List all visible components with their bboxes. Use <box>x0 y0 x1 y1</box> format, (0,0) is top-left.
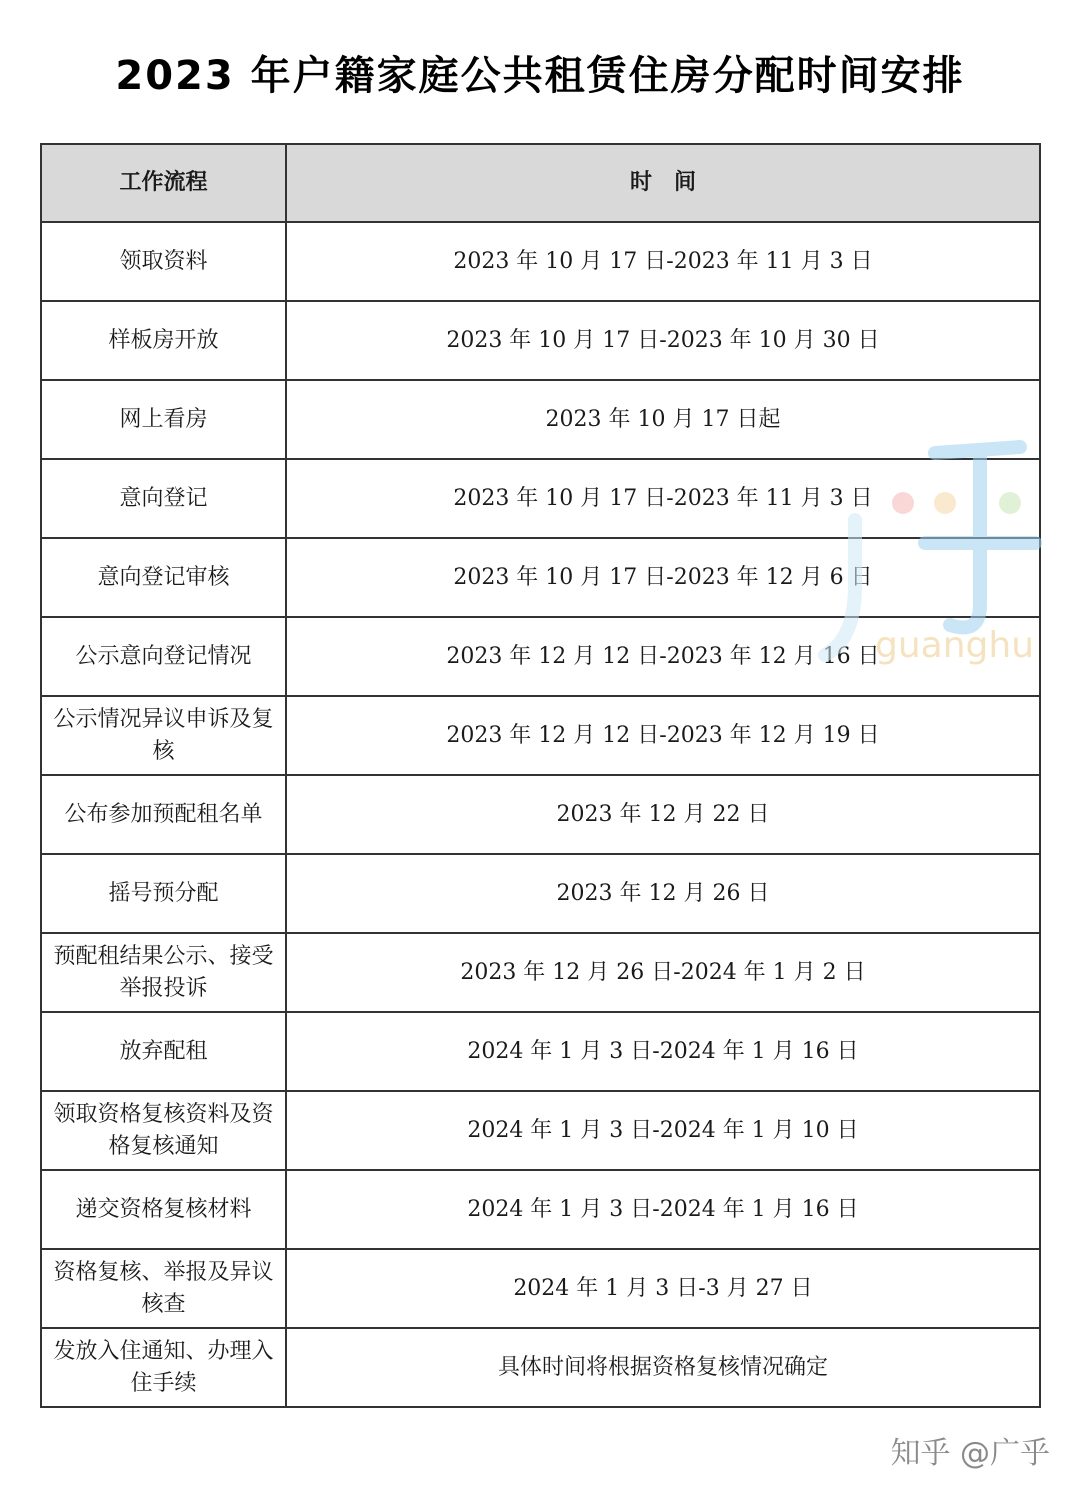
table-row <box>41 1012 1040 1091</box>
time-cell: 具体时间将根据资格复核情况确定 <box>286 1328 1040 1407</box>
step-cell: 公示意向登记情况 <box>41 617 286 696</box>
table-row <box>41 775 1040 854</box>
step-cell: 领取资格复核资料及资格复核通知 <box>41 1091 286 1170</box>
header-time: 时 间 <box>286 144 1040 222</box>
step-cell: 资格复核、举报及异议核查 <box>41 1249 286 1328</box>
step-cell: 意向登记 <box>41 459 286 538</box>
step-cell: 放弃配租 <box>41 1012 286 1091</box>
page-title: 2023 年户籍家庭公共租赁住房分配时间安排 <box>115 53 965 99</box>
time-cell: 2024 年 1 月 3 日-2024 年 1 月 16 日 <box>286 1170 1040 1249</box>
table-row <box>41 1170 1040 1249</box>
step-cell: 递交资格复核材料 <box>41 1170 286 1249</box>
step-cell: 意向登记审核 <box>41 538 286 617</box>
watermark-text: guanghu <box>875 625 1035 666</box>
time-cell: 2023 年 10 月 17 日-2023 年 11 月 3 日 <box>286 459 1040 538</box>
time-cell: 2024 年 1 月 3 日-3 月 27 日 <box>286 1249 1040 1328</box>
time-cell: 2023 年 10 月 17 日-2023 年 11 月 3 日 <box>286 222 1040 301</box>
time-cell: 2024 年 1 月 3 日-2024 年 1 月 10 日 <box>286 1091 1040 1170</box>
table-row <box>41 933 1040 1012</box>
time-cell: 2023 年 12 月 12 日-2023 年 12 月 16 日 <box>286 617 1040 696</box>
step-cell: 样板房开放 <box>41 301 286 380</box>
time-cell: 2024 年 1 月 3 日-2024 年 1 月 16 日 <box>286 1012 1040 1091</box>
step-cell: 网上看房 <box>41 380 286 459</box>
time-cell: 2023 年 12 月 26 日 <box>286 854 1040 933</box>
time-cell: 2023 年 12 月 26 日-2024 年 1 月 2 日 <box>286 933 1040 1012</box>
time-cell: 2023 年 12 月 12 日-2023 年 12 月 19 日 <box>286 696 1040 775</box>
time-cell: 2023 年 10 月 17 日起 <box>286 380 1040 459</box>
table-row <box>41 854 1040 933</box>
header-step: 工作流程 <box>41 144 286 222</box>
table-row <box>41 222 1040 301</box>
step-cell: 公布参加预配租名单 <box>41 775 286 854</box>
table-row <box>41 459 1040 538</box>
zhihu-attribution: 知乎 @广乎 <box>890 1436 1050 1471</box>
time-cell: 2023 年 12 月 22 日 <box>286 775 1040 854</box>
step-cell: 领取资料 <box>41 222 286 301</box>
table-row <box>41 1249 1040 1328</box>
table-row <box>41 1328 1040 1407</box>
time-cell: 2023 年 10 月 17 日-2023 年 10 月 30 日 <box>286 301 1040 380</box>
table-row <box>41 617 1040 696</box>
table-row <box>41 696 1040 775</box>
step-cell: 预配租结果公示、接受举报投诉 <box>41 933 286 1012</box>
table-header-row <box>41 144 1040 222</box>
schedule-table <box>40 143 1041 1408</box>
step-cell: 摇号预分配 <box>41 854 286 933</box>
table-row <box>41 301 1040 380</box>
table-row <box>41 1091 1040 1170</box>
step-cell: 公示情况异议申诉及复核 <box>41 696 286 775</box>
table-row <box>41 380 1040 459</box>
step-cell: 发放入住通知、办理入住手续 <box>41 1328 286 1407</box>
table-row <box>41 538 1040 617</box>
time-cell: 2023 年 10 月 17 日-2023 年 12 月 6 日 <box>286 538 1040 617</box>
